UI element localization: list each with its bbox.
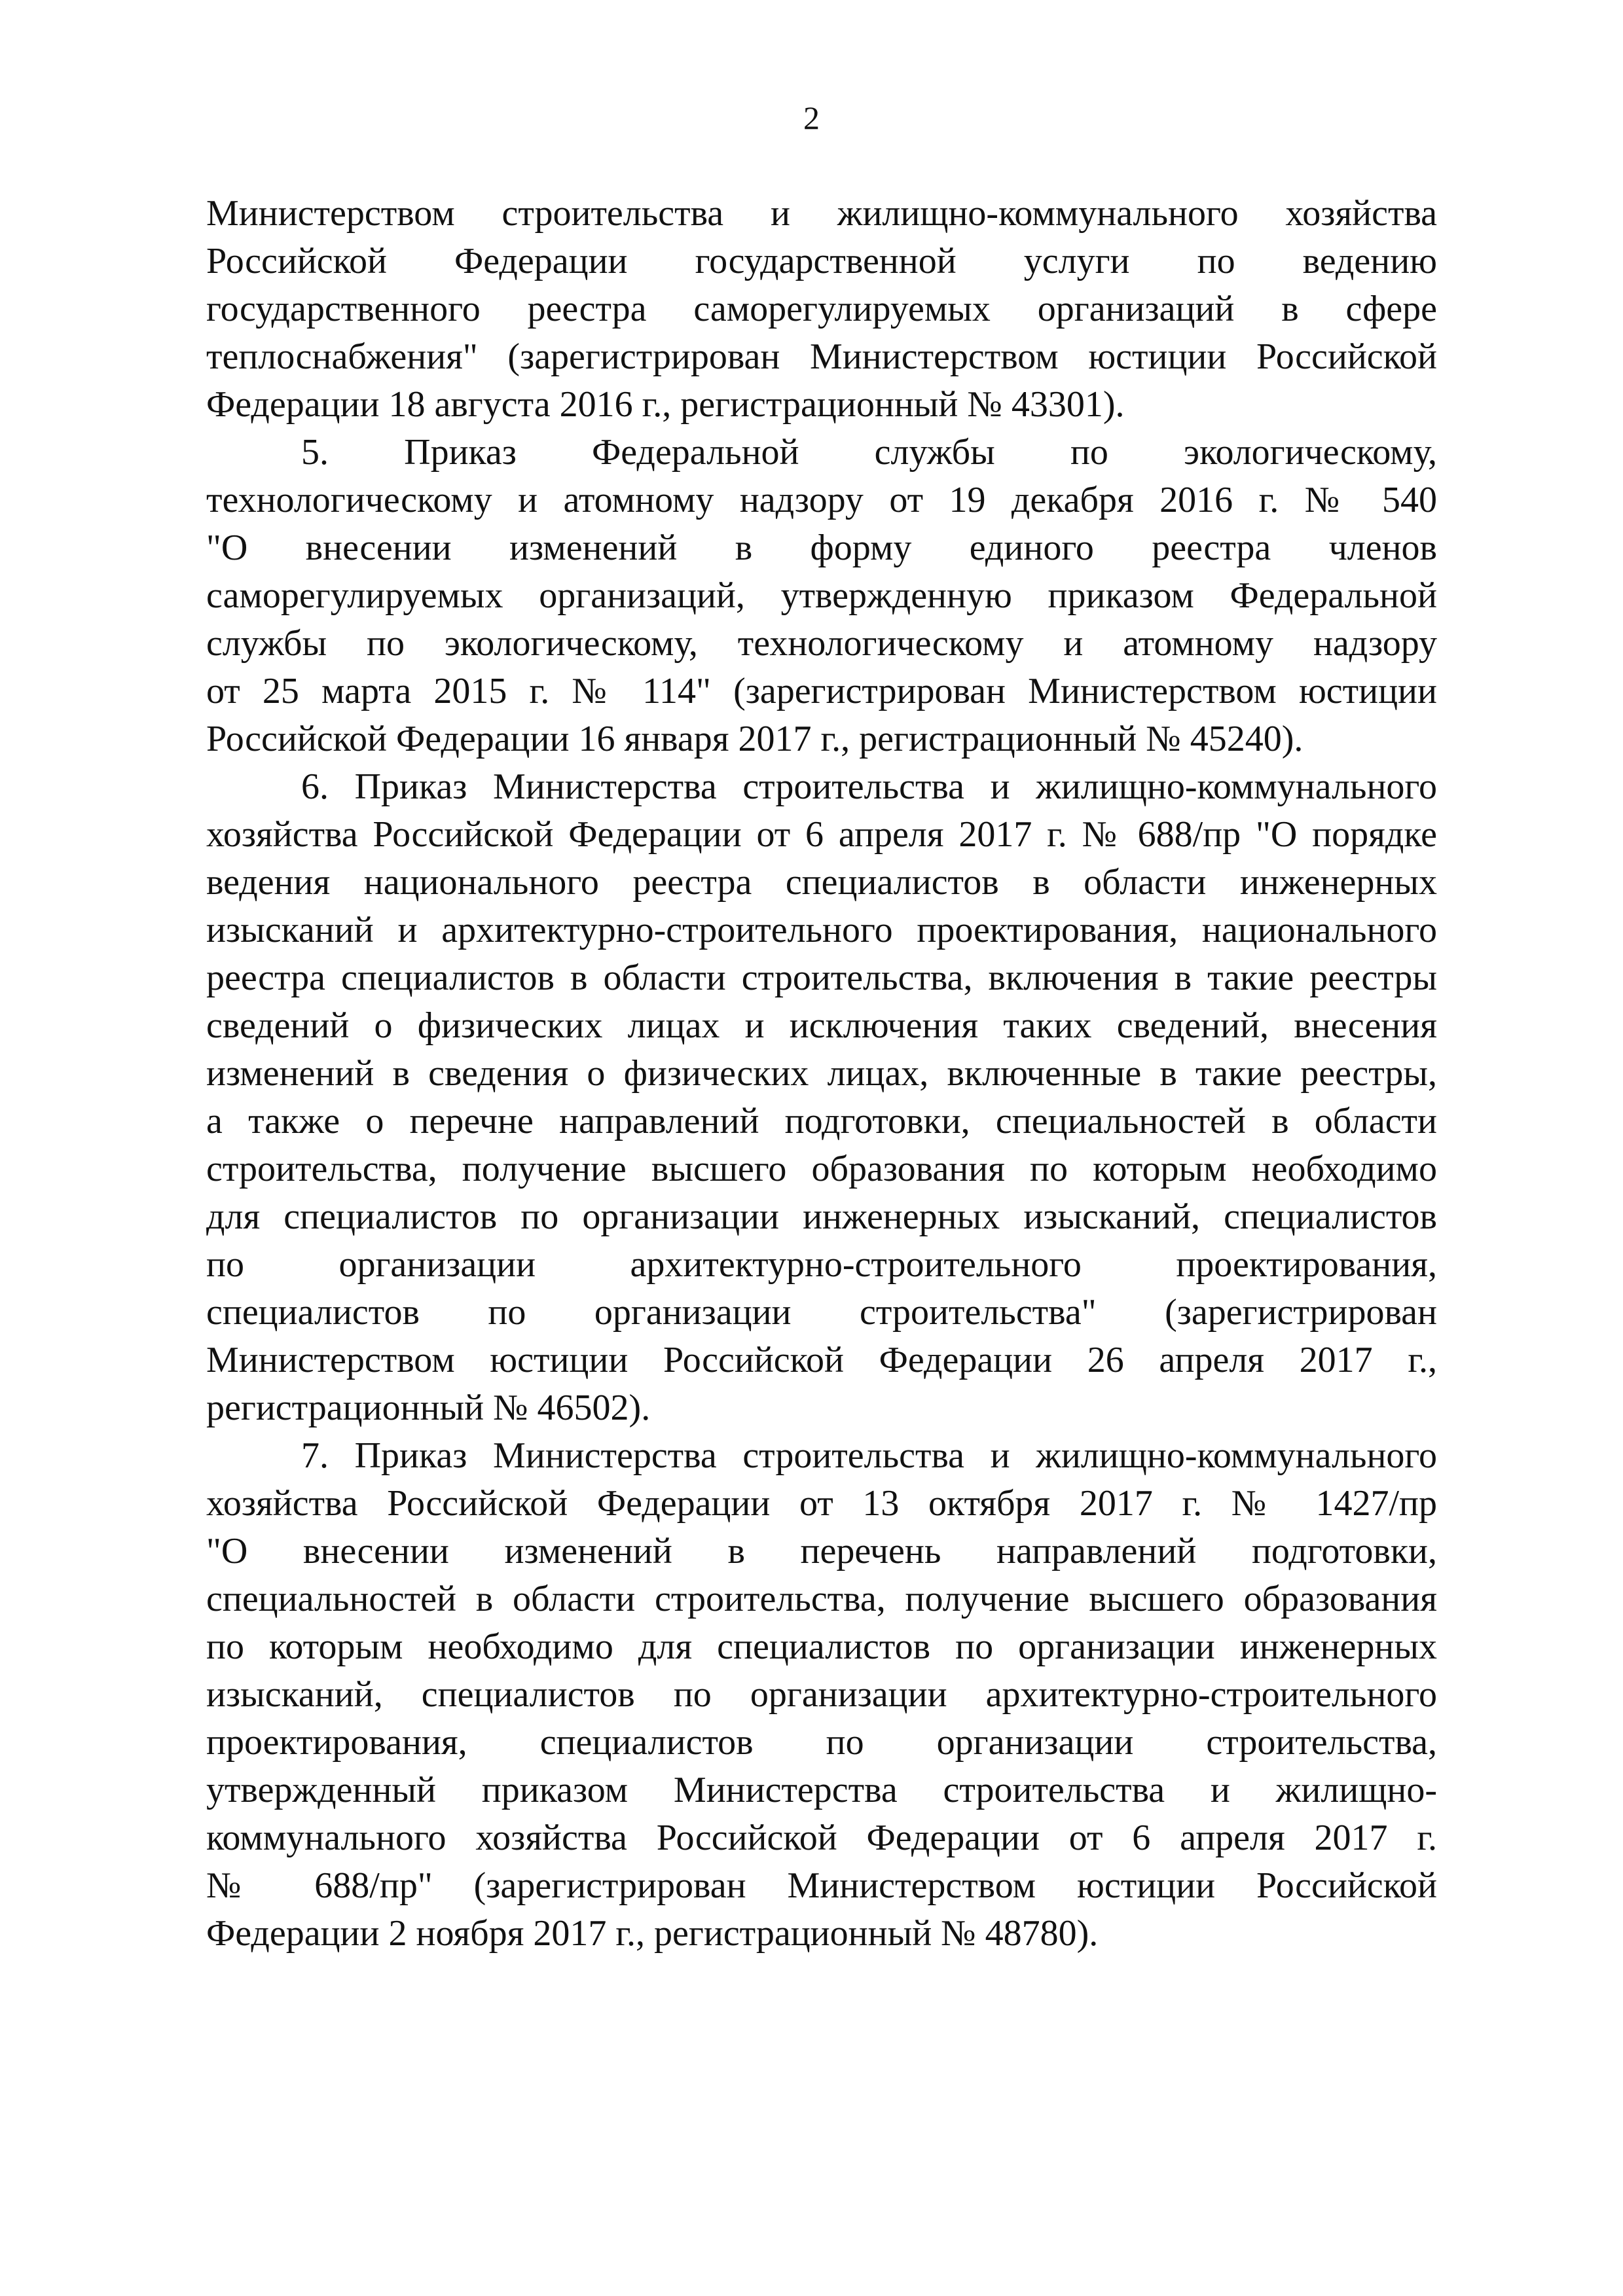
text-line: изысканий и архитектурно-строительного проектирования, национального — [206, 910, 1437, 950]
document-body — [206, 190, 1437, 1958]
text-line: Российской Федерации 16 января 2017 г., регистрационный № 45240). — [206, 719, 1304, 759]
text-line: технологическому и атомному надзору от 19 декабря 2016 г. № 540 — [206, 480, 1437, 520]
text-line: изменений в сведения о физических лицах, включенные в такие реестры, — [206, 1053, 1437, 1094]
text-line: реестра специалистов в области строительства, включения в такие реестры — [206, 958, 1437, 998]
text-line: службы по экологическому, технологическому и атомному надзору — [206, 623, 1437, 664]
page-number: 2 — [803, 99, 820, 136]
text-line: 5. Приказ Федеральной службы по экологическому, — [301, 432, 1437, 473]
text-line: 7. Приказ Министерства строительства и жилищно-коммунального — [301, 1435, 1437, 1476]
text-line: сведений о физических лицах и исключения таких сведений, внесения — [206, 1005, 1437, 1046]
paragraph-item-7 — [206, 1432, 1437, 1958]
paragraph-continuation — [206, 190, 1437, 429]
text-line: Российской Федерации государственной услуги по ведению — [206, 241, 1437, 281]
text-line: Федерации 2 ноября 2017 г., регистрационный № 48780). — [206, 1913, 1099, 1954]
text-line: по организации архитектурно-строительного проектирования, — [206, 1244, 1437, 1285]
text-line: "О внесении изменений в перечень направлений подготовки, — [206, 1531, 1437, 1571]
paragraph-item-5 — [206, 429, 1437, 763]
text-line: 6. Приказ Министерства строительства и жилищно-коммунального — [301, 766, 1437, 807]
text-line: Федерации 18 августа 2016 г., регистрационный № 43301). — [206, 384, 1125, 425]
text-line: ведения национального реестра специалистов в области инженерных — [206, 862, 1437, 903]
text-line: № 688/пр" (зарегистрирован Министерством юстиции Российской — [206, 1865, 1437, 1906]
text-line: хозяйства Российской Федерации от 13 октября 2017 г. № 1427/пр — [206, 1483, 1437, 1524]
text-line: Министерством юстиции Российской Федерации 26 апреля 2017 г., — [206, 1340, 1437, 1380]
text-line: государственного реестра саморегулируемых организаций в сфере — [206, 289, 1437, 329]
text-line: утвержденный приказом Министерства строительства и жилищно- — [206, 1770, 1437, 1810]
text-line: специалистов по организации строительства" (зарегистрирован — [206, 1292, 1437, 1333]
paragraph-item-6 — [206, 763, 1437, 1432]
text-line: хозяйства Российской Федерации от 6 апреля 2017 г. № 688/пр "О порядке — [206, 814, 1437, 855]
text-line: саморегулируемых организаций, утвержденную приказом Федеральной — [206, 575, 1437, 616]
text-line: а также о перечне направлений подготовки, специальностей в области — [206, 1101, 1437, 1141]
text-line: специальностей в области строительства, получение высшего образования — [206, 1579, 1437, 1619]
text-line: регистрационный № 46502). — [206, 1388, 651, 1428]
text-line: по которым необходимо для специалистов по организации инженерных — [206, 1626, 1437, 1667]
text-line: Министерством строительства и жилищно-коммунального хозяйства — [206, 193, 1437, 234]
text-line: изысканий, специалистов по организации архитектурно-строительного — [206, 1674, 1437, 1715]
text-line: коммунального хозяйства Российской Федерации от 6 апреля 2017 г. — [206, 1818, 1437, 1858]
text-line: "О внесении изменений в форму единого реестра членов — [206, 528, 1437, 568]
text-line: строительства, получение высшего образования по которым необходимо — [206, 1149, 1437, 1189]
text-line: от 25 марта 2015 г. № 114" (зарегистрирован Министерством юстиции — [206, 671, 1437, 711]
text-line: проектирования, специалистов по организации строительства, — [206, 1722, 1437, 1763]
text-line: теплоснабжения" (зарегистрирован Министерством юстиции Российской — [206, 336, 1437, 377]
text-line: для специалистов по организации инженерных изысканий, специалистов — [206, 1196, 1437, 1237]
